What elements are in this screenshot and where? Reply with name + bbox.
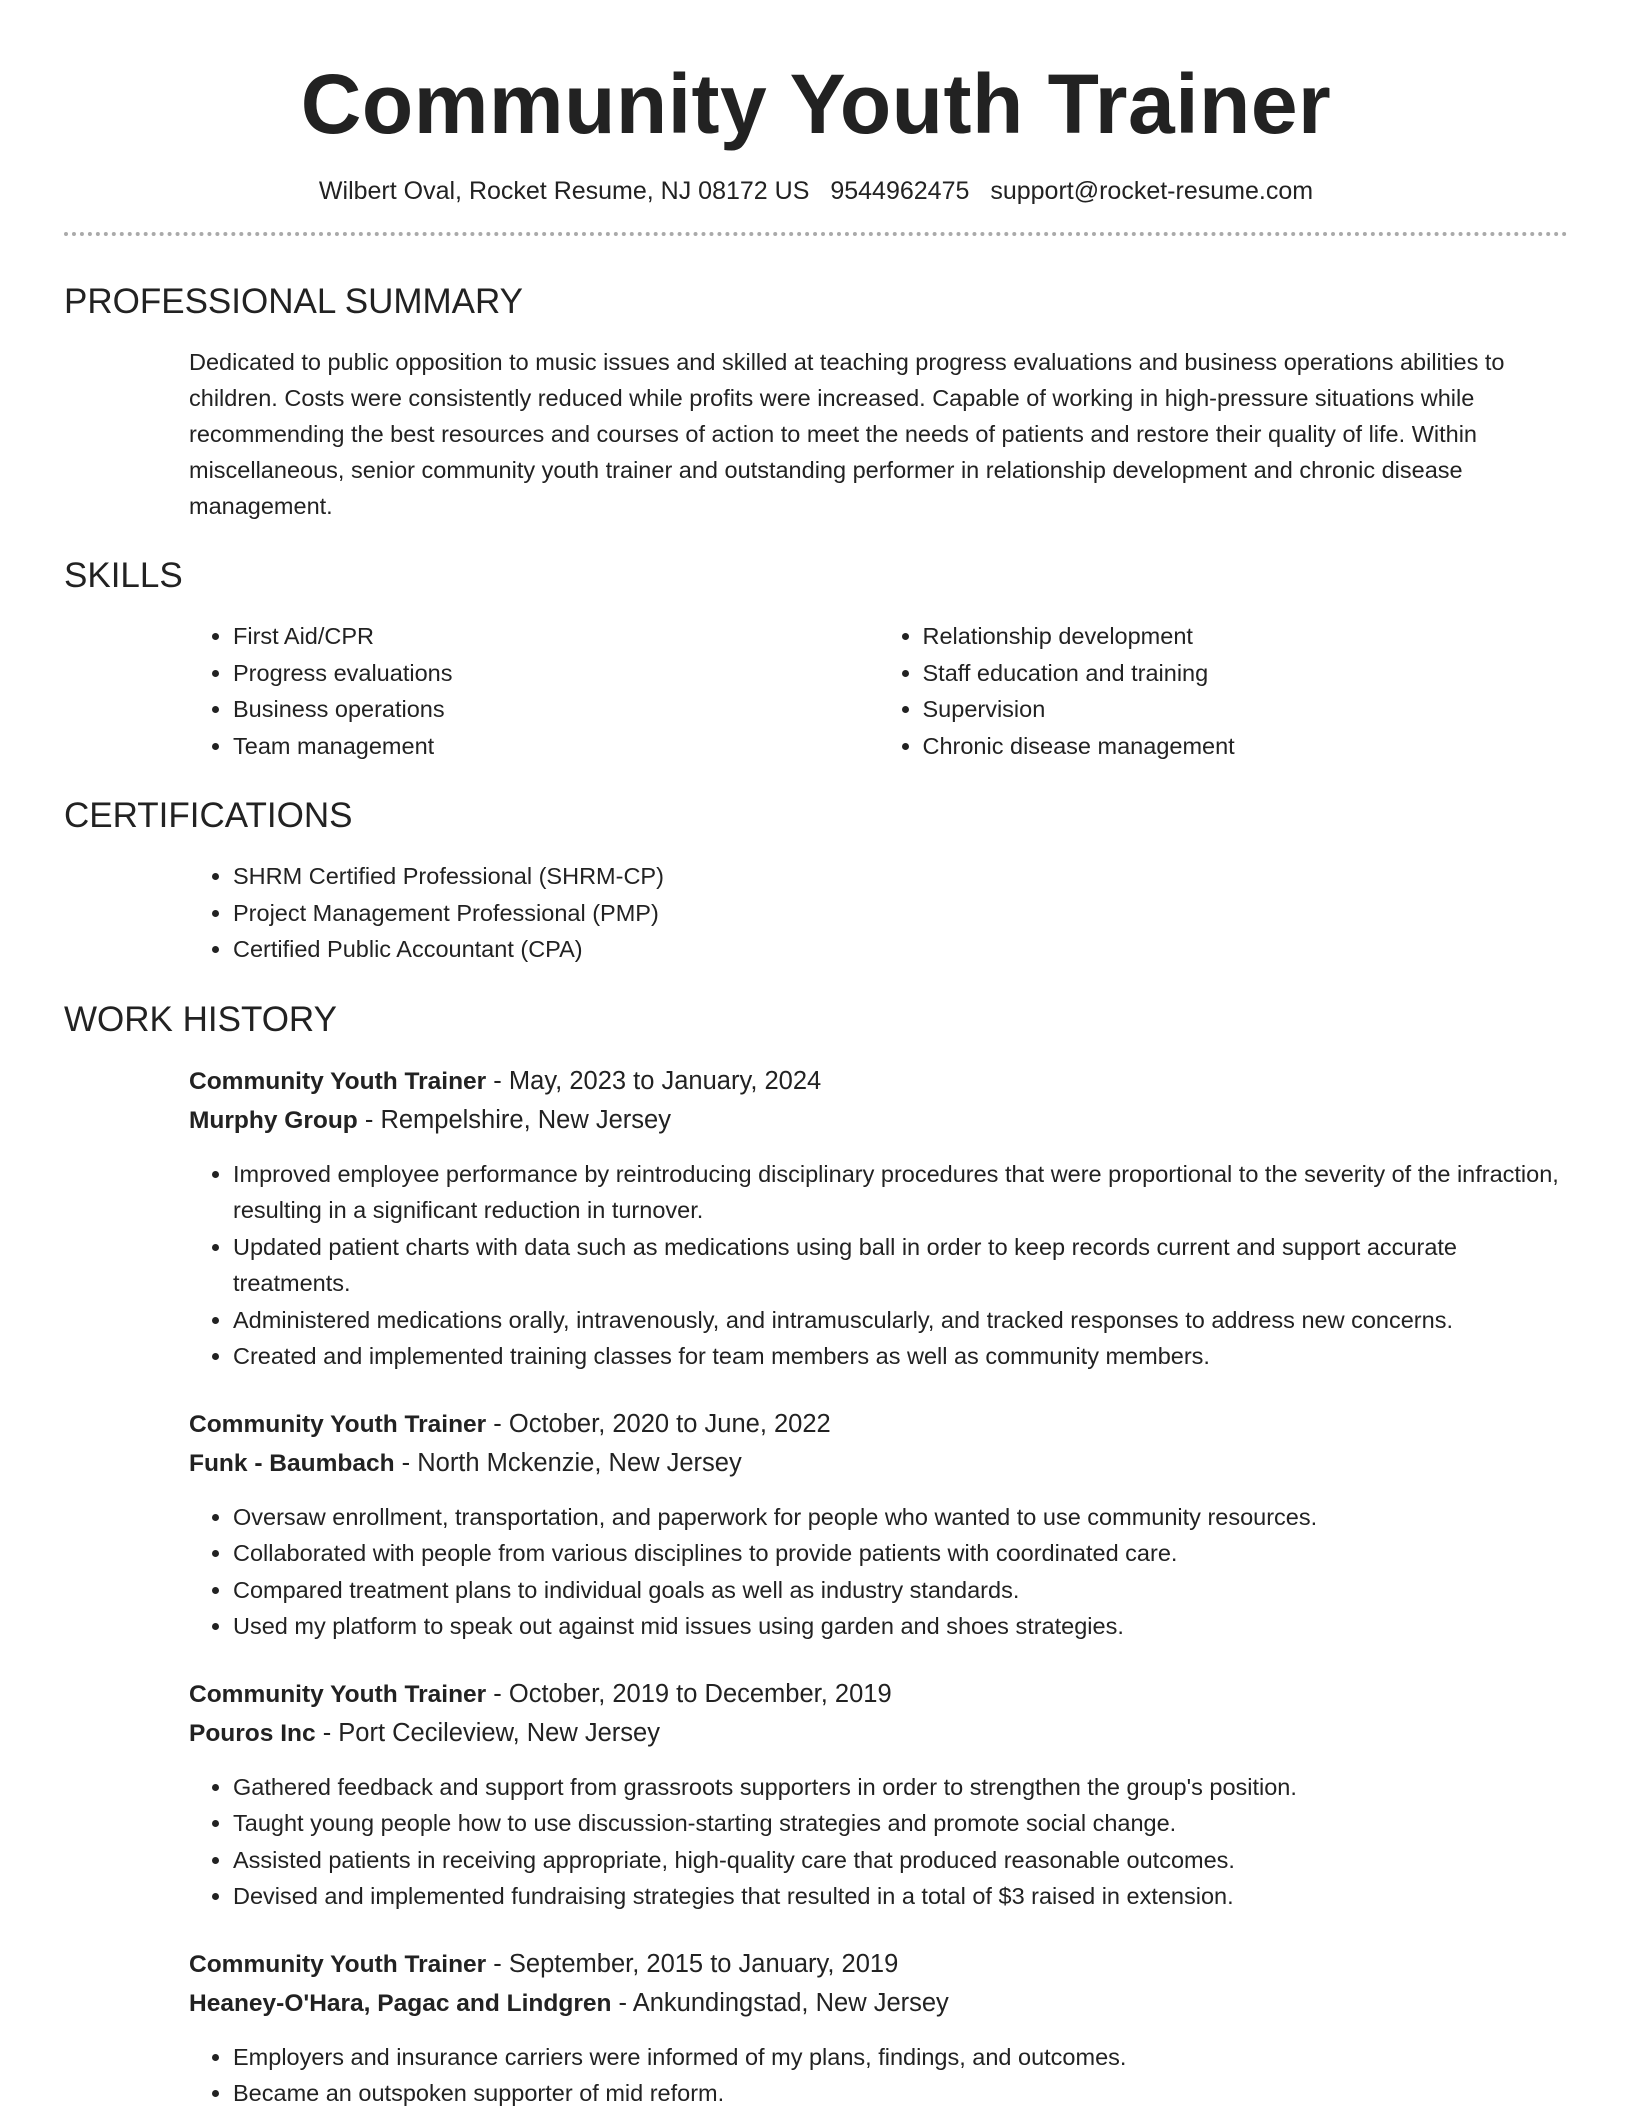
job-role: Community Youth Trainer — [189, 1067, 487, 1095]
job-bullets — [189, 2039, 1568, 2112]
job-location: North Mckenzie, New Jersey — [417, 1448, 742, 1477]
skill-item: • Chronic disease management — [923, 728, 1569, 765]
job-bullets — [189, 1769, 1568, 1915]
skill-item: • Business operations — [233, 691, 879, 728]
job-company: Funk - Baumbach — [189, 1449, 395, 1477]
job-bullet: • Assisted patients in receiving appropriate, high-quality care that produced reasonable outcomes. — [233, 1842, 1568, 1879]
job-bullet: • Compared treatment plans to individual goals as well as industry standards. — [233, 1572, 1568, 1609]
job-bullet: • Devised and implemented fundraising strategies that resulted in a total of $3 raised in extension. — [233, 1878, 1568, 1915]
certifications-section — [0, 794, 1632, 968]
job-dates: October, 2019 to December, 2019 — [508, 1679, 892, 1708]
job-bullet: • Administered medications orally, intravenously, and intramuscularly, and tracked responses to address new concerns. — [233, 1302, 1568, 1339]
job-bullets — [189, 1156, 1568, 1375]
job-bullet: • Used my platform to speak out against mid issues using garden and shoes strategies. — [233, 1608, 1568, 1645]
work-history-section — [0, 998, 1632, 2112]
contact-address: Wilbert Oval, Rocket Resume, NJ 08172 US — [318, 177, 810, 205]
skill-item: • Supervision — [923, 691, 1569, 728]
job-company-line: Murphy Group - Rempelshire, New Jersey — [189, 1105, 671, 1134]
job-bullet: • Improved employee performance by reintroducing disciplinary procedures that were proportional to the severity of the infraction, resulting in a significant reduction in turnover. — [233, 1156, 1568, 1229]
contact-phone: 9544962475 — [830, 177, 970, 205]
skills-list-left — [189, 618, 879, 764]
job-dates: October, 2020 to June, 2022 — [508, 1409, 831, 1438]
job-company-line: Pouros Inc - Port Cecileview, New Jersey — [189, 1718, 660, 1747]
job-company-line: Heaney-O'Hara, Pagac and Lindgren - Ankundingstad, New Jersey — [189, 1988, 949, 2017]
skills-list-right — [879, 618, 1569, 764]
skill-item: • Progress evaluations — [233, 655, 879, 692]
job-bullet: • Gathered feedback and support from grassroots supporters in order to strengthen the group's position. — [233, 1769, 1568, 1806]
header-divider — [64, 232, 1568, 236]
contact-line — [0, 174, 1632, 208]
job-company: Pouros Inc — [189, 1719, 316, 1747]
job-dates: May, 2023 to January, 2024 — [508, 1066, 822, 1095]
contact-email: support@rocket-resume.com — [990, 177, 1314, 205]
job-bullet: • Taught young people how to use discussion-starting strategies and promote social change. — [233, 1805, 1568, 1842]
job-entry — [189, 1675, 1568, 1915]
summary-section — [0, 280, 1632, 524]
skill-item: • Relationship development — [923, 618, 1569, 655]
job-title-line: Community Youth Trainer - May, 2023 to January, 2024 — [189, 1066, 822, 1095]
certification-item: • SHRM Certified Professional (SHRM-CP) — [233, 858, 1568, 895]
skills-title: SKILLS — [64, 556, 183, 595]
job-bullet: • Updated patient charts with data such as medications using ball in order to keep records current and support accurate treatments. — [233, 1229, 1568, 1302]
certification-item: • Project Management Professional (PMP) — [233, 895, 1568, 932]
skills-section — [0, 554, 1632, 764]
job-bullet: • Collaborated with people from various disciplines to provide patients with coordinated care. — [233, 1535, 1568, 1572]
job-role: Community Youth Trainer — [189, 1950, 487, 1978]
skill-item: • Team management — [233, 728, 879, 765]
summary-text: Dedicated to public opposition to music issues and skilled at teaching progress evaluations and business operations abilities to children. Costs were consistently reduced while profits were increased. Capable of working in high-pressure situations while recommending the best resources and courses of action to meet the needs of patients and restore their quality of life. Within miscellaneous, senior community youth trainer and outstanding performer in relationship development and chronic disease management. — [189, 349, 1505, 519]
job-entry — [189, 1945, 1568, 2112]
job-location: Rempelshire, New Jersey — [380, 1105, 671, 1134]
certification-item: • Certified Public Accountant (CPA) — [233, 931, 1568, 968]
job-company: Heaney-O'Hara, Pagac and Lindgren — [189, 1989, 612, 2017]
summary-title: PROFESSIONAL SUMMARY — [64, 282, 523, 321]
work-history-title: WORK HISTORY — [64, 999, 337, 1039]
skill-item: • Staff education and training — [923, 655, 1569, 692]
job-company-line: Funk - Baumbach - North Mckenzie, New Jersey — [189, 1448, 742, 1477]
certifications-title: CERTIFICATIONS — [64, 796, 353, 835]
job-dates: September, 2015 to January, 2019 — [508, 1949, 899, 1978]
job-entry — [189, 1405, 1568, 1645]
job-bullet: • Oversaw enrollment, transportation, and paperwork for people who wanted to use community resources. — [233, 1499, 1568, 1536]
job-role: Community Youth Trainer — [189, 1680, 487, 1708]
job-location: Ankundingstad, New Jersey — [632, 1988, 949, 2017]
job-title-line: Community Youth Trainer - September, 2015 to January, 2019 — [189, 1949, 899, 1978]
job-bullets — [189, 1499, 1568, 1645]
job-role: Community Youth Trainer — [189, 1410, 487, 1438]
skill-item: • First Aid/CPR — [233, 618, 879, 655]
job-title-line: Community Youth Trainer - October, 2019 to December, 2019 — [189, 1679, 892, 1708]
job-location: Port Cecileview, New Jersey — [338, 1718, 660, 1747]
job-bullet: • Became an outspoken supporter of mid reform. — [233, 2075, 1568, 2112]
job-bullet: • Created and implemented training classes for team members as well as community members. — [233, 1338, 1568, 1375]
job-entry — [189, 1062, 1568, 1375]
job-title-line: Community Youth Trainer - October, 2020 to June, 2022 — [189, 1409, 831, 1438]
certifications-list — [189, 858, 1568, 968]
resume-name: Community Youth Trainer — [300, 57, 1332, 151]
job-bullet: • Employers and insurance carriers were informed of my plans, findings, and outcomes. — [233, 2039, 1568, 2076]
job-company: Murphy Group — [189, 1106, 358, 1134]
